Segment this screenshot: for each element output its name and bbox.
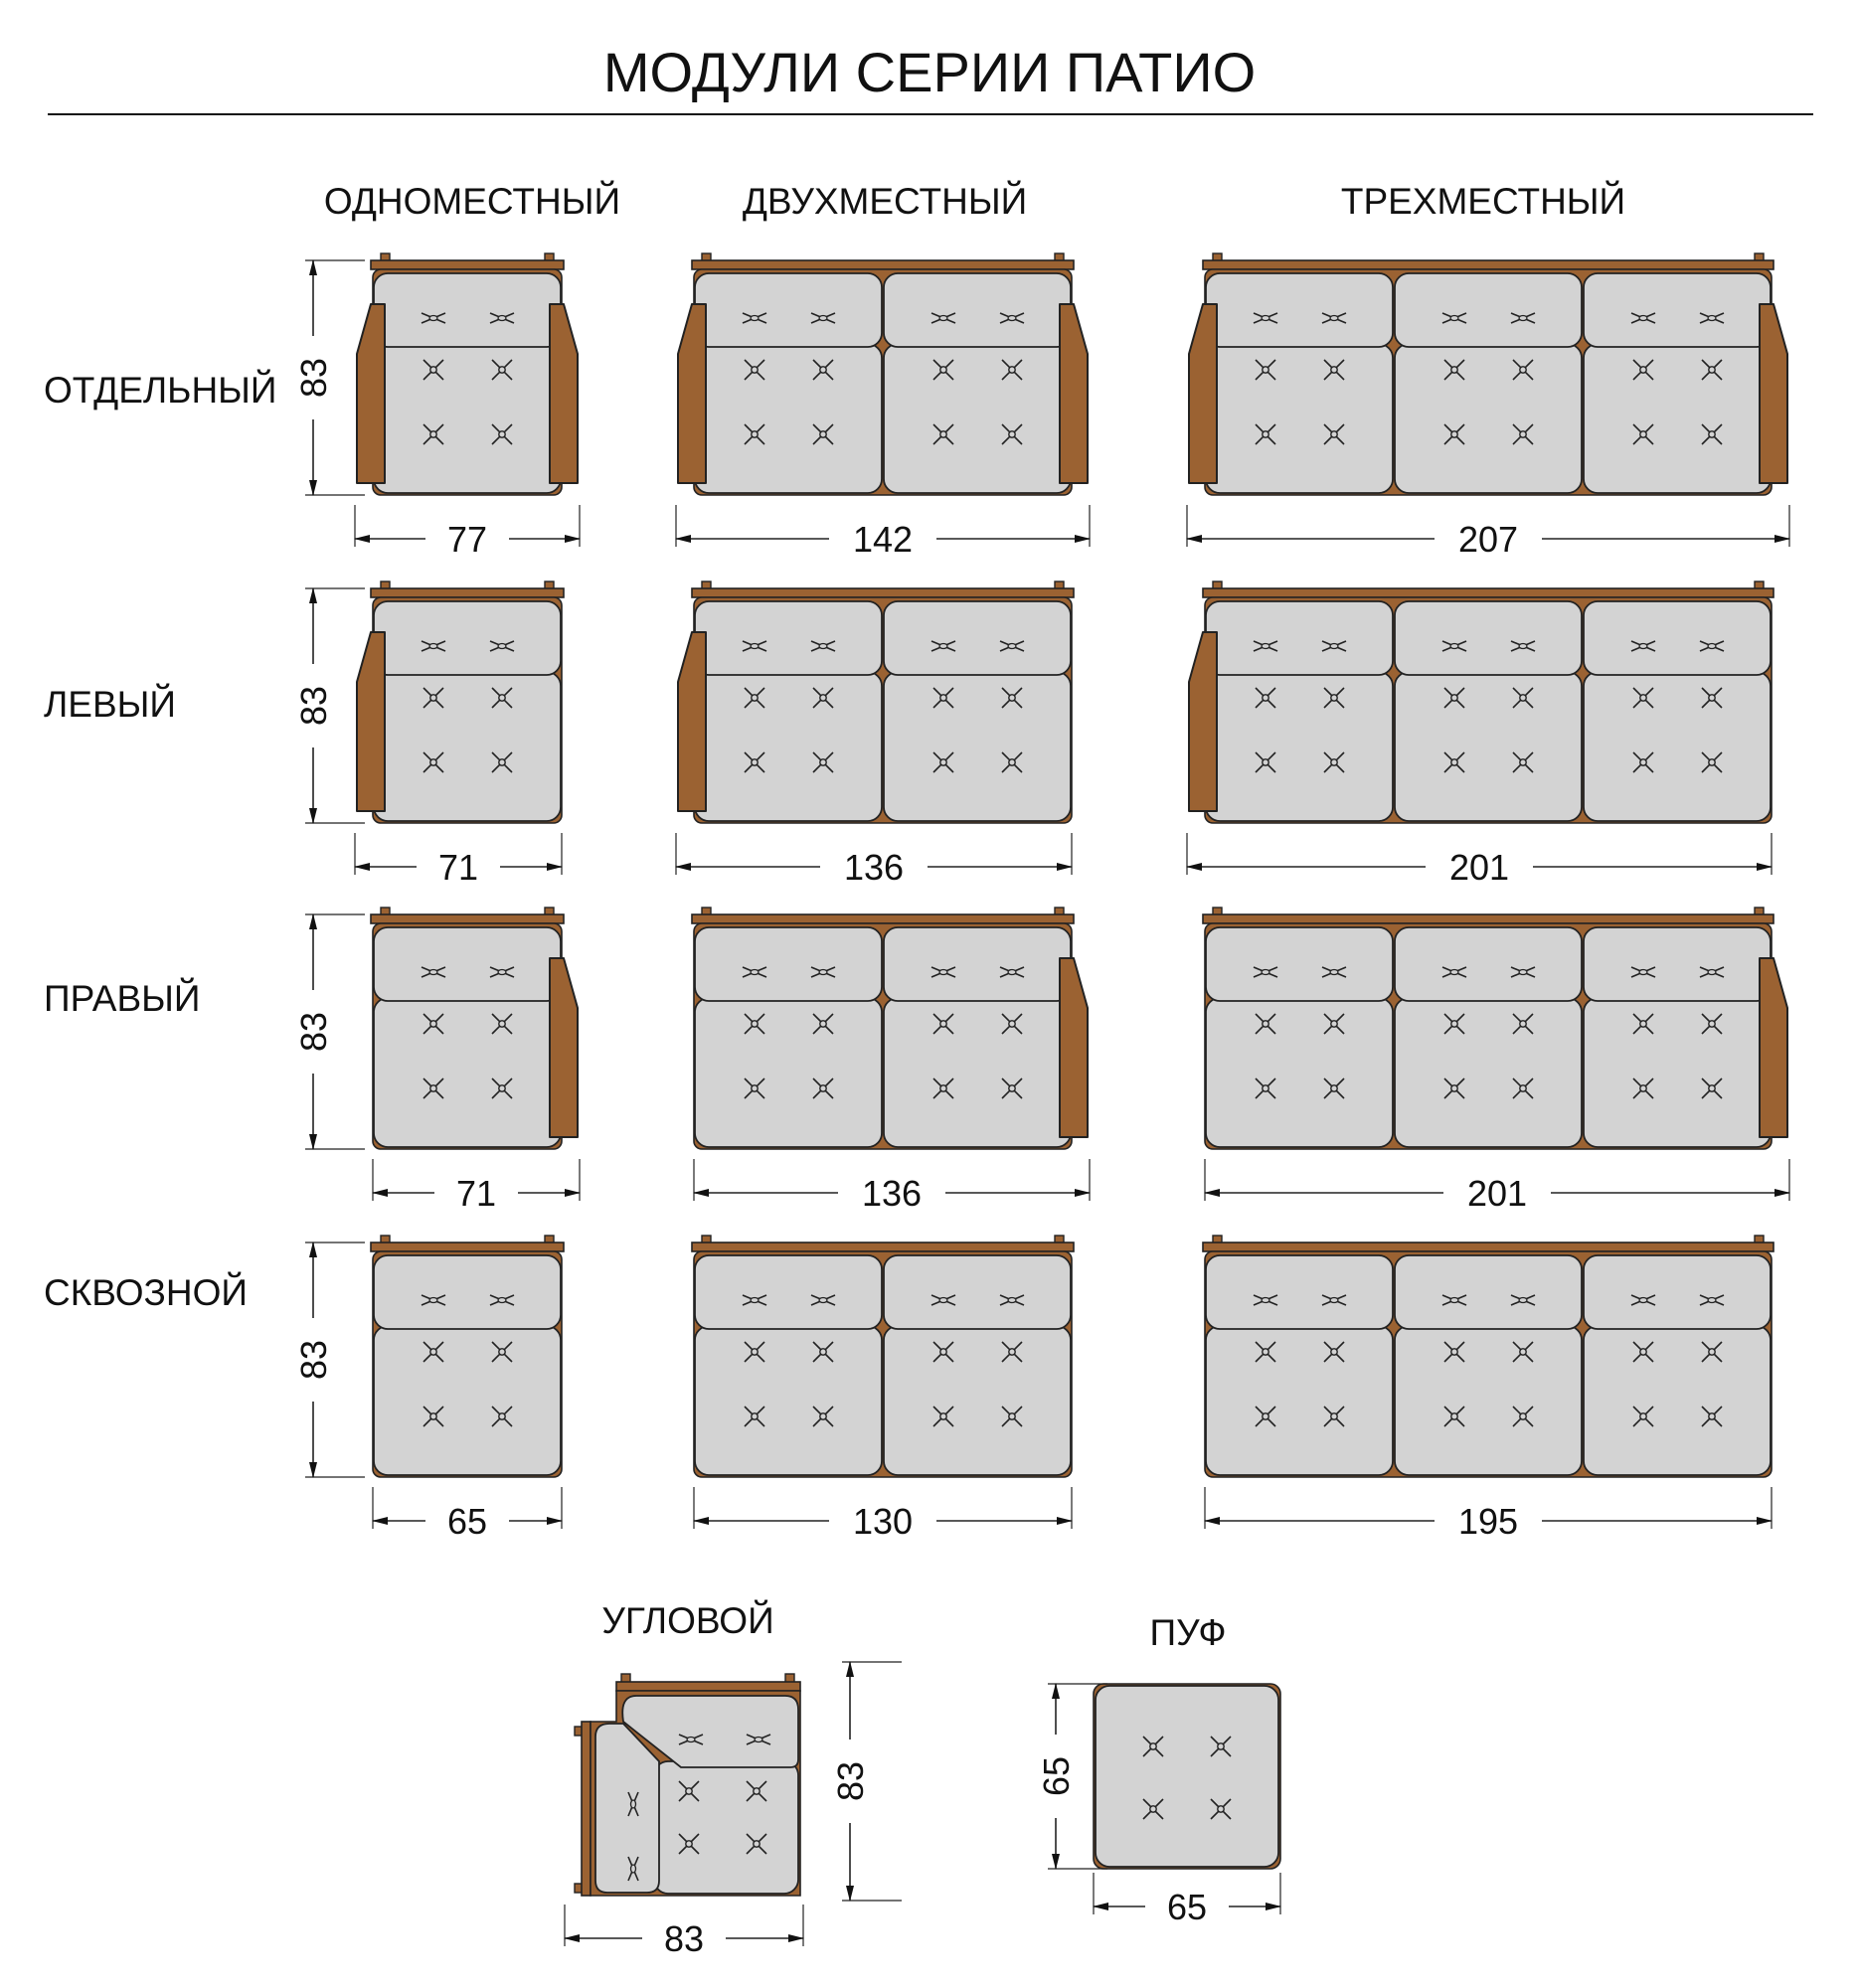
dimension-value: 65 [1166, 1887, 1208, 1927]
seat-cushion [374, 672, 561, 821]
seat-cushion [1584, 672, 1771, 821]
module-triple-right [1203, 908, 1787, 1149]
dimension-value: 136 [843, 847, 905, 888]
armrest-left [1189, 632, 1217, 811]
back-cushion [1395, 273, 1582, 347]
seat-cushion [884, 672, 1071, 821]
seat-cushion [1584, 1326, 1771, 1475]
seat-cushion [884, 344, 1071, 493]
width-dimension-single-standalone [355, 505, 580, 560]
back-frame [1203, 588, 1774, 597]
module-single-through [371, 1236, 564, 1477]
depth-dimension-through [293, 1242, 365, 1477]
seat-cushion [374, 344, 561, 493]
corner-label: УГЛОВОЙ [601, 1600, 774, 1641]
dimension-value: 83 [663, 1918, 705, 1959]
width-dimension-double-through [694, 1487, 1072, 1542]
back-cushion [1395, 1255, 1582, 1329]
back-cushion [374, 927, 561, 1001]
width-dimension-triple-standalone [1187, 505, 1789, 560]
armrest-right [550, 958, 578, 1137]
depth-dimension-right [293, 914, 365, 1149]
dimension-value: 130 [852, 1501, 914, 1542]
back-cushion [1206, 1255, 1393, 1329]
dimension-value: 65 [446, 1501, 488, 1542]
back-frame [1203, 260, 1774, 269]
back-cushion [695, 273, 882, 347]
dimension-value: 71 [455, 1173, 497, 1214]
dimension-value: 83 [830, 1760, 871, 1802]
back-frame [1203, 914, 1774, 923]
dimension-value: 207 [1457, 519, 1519, 560]
width-dimension-single-right [373, 1159, 580, 1214]
back-cushion [374, 273, 561, 347]
seat-cushion [374, 1326, 561, 1475]
module-triple-left [1189, 581, 1774, 823]
row-label-standalone: ОТДЕЛЬНЫЙ [44, 370, 277, 411]
depth-dimension-left [293, 588, 365, 823]
back-cushion [884, 273, 1071, 347]
seat-cushion [884, 1326, 1071, 1475]
seat-cushion [695, 672, 882, 821]
pouf-cushion [1096, 1686, 1278, 1867]
back-cushion [695, 1255, 882, 1329]
column-header-double: ДВУХМЕСТНЫЙ [742, 181, 1028, 222]
dimension-value: 83 [293, 357, 334, 399]
back-frame [371, 588, 564, 597]
width-dimension-single-left [355, 833, 562, 888]
armrest-left [357, 304, 385, 483]
seat-cushion [695, 344, 882, 493]
width-dimension-double-standalone [676, 505, 1090, 560]
back-cushion [1395, 601, 1582, 675]
back-cushion [1584, 273, 1771, 347]
seat-cushion [1206, 672, 1393, 821]
module-single-right [371, 908, 578, 1149]
row-label-through: СКВОЗНОЙ [44, 1272, 248, 1313]
dimension-value: 195 [1457, 1501, 1519, 1542]
armrest-right [1060, 958, 1088, 1137]
seat-cushion [1206, 344, 1393, 493]
row-label-left: ЛЕВЫЙ [44, 684, 176, 725]
seat-cushion [1206, 998, 1393, 1147]
width-dimension-double-left [676, 833, 1072, 888]
back-cushion [1206, 927, 1393, 1001]
module-single-left [357, 581, 564, 823]
back-frame [616, 1682, 800, 1691]
seat-cushion [1395, 344, 1582, 493]
back-frame [692, 1242, 1074, 1251]
seat-cushion [1584, 344, 1771, 493]
armrest-right [1760, 958, 1787, 1137]
dimension-value: 77 [446, 519, 488, 560]
back-frame [371, 260, 564, 269]
armrest-left [1189, 304, 1217, 483]
back-cushion [884, 927, 1071, 1001]
back-cushion [695, 601, 882, 675]
module-corner [575, 1674, 800, 1896]
seat-cushion [884, 998, 1071, 1147]
armrest-right [550, 304, 578, 483]
width-dimension-double-right [694, 1159, 1090, 1214]
seat-cushion [695, 1326, 882, 1475]
depth-dimension-corner [830, 1662, 902, 1901]
depth-dimension-standalone [293, 260, 365, 495]
module-double-left [678, 581, 1074, 823]
seat-cushion [1395, 1326, 1582, 1475]
side-frame [582, 1722, 591, 1896]
module-double-standalone [678, 253, 1088, 495]
back-cushion [884, 1255, 1071, 1329]
back-frame [1203, 1242, 1774, 1251]
armrest-left [357, 632, 385, 811]
dimension-value: 83 [293, 685, 334, 727]
back-frame [692, 914, 1074, 923]
page-title: МОДУЛИ СЕРИИ ПАТИО [602, 41, 1257, 103]
back-cushion [1584, 927, 1771, 1001]
back-cushion [1206, 601, 1393, 675]
back-cushion [374, 1255, 561, 1329]
seat-cushion [374, 998, 561, 1147]
width-dimension-pouf [1094, 1873, 1280, 1927]
armrest-right [1060, 304, 1088, 483]
back-cushion [374, 601, 561, 675]
back-frame [692, 588, 1074, 597]
back-cushion [1395, 927, 1582, 1001]
dimension-value: 201 [1448, 847, 1510, 888]
back-cushion [884, 601, 1071, 675]
module-double-through [692, 1236, 1074, 1477]
width-dimension-corner [565, 1905, 803, 1959]
seat-cushion [654, 1761, 798, 1894]
module-triple-through [1203, 1236, 1774, 1477]
width-dimension-triple-left [1187, 833, 1772, 888]
seat-cushion [1395, 672, 1582, 821]
module-single-standalone [357, 253, 578, 495]
module-double-right [692, 908, 1088, 1149]
seat-cushion [1206, 1326, 1393, 1475]
armrest-right [1760, 304, 1787, 483]
armrest-left [678, 632, 706, 811]
back-cushion [1584, 601, 1771, 675]
column-header-single: ОДНОМЕСТНЫЙ [323, 181, 621, 222]
row-label-right: ПРАВЫЙ [44, 978, 201, 1019]
back-frame [371, 914, 564, 923]
width-dimension-triple-right [1205, 1159, 1789, 1214]
dimension-value: 136 [861, 1173, 923, 1214]
module-triple-standalone [1189, 253, 1787, 495]
column-header-triple: ТРЕХМЕСТНЫЙ [1340, 181, 1626, 222]
seat-cushion [1395, 998, 1582, 1147]
back-cushion [1206, 273, 1393, 347]
dimension-value: 65 [1036, 1755, 1077, 1797]
width-dimension-single-through [373, 1487, 562, 1542]
back-cushion [695, 927, 882, 1001]
dimension-value: 142 [852, 519, 914, 560]
dimension-value: 83 [293, 1011, 334, 1053]
seat-cushion [1584, 998, 1771, 1147]
module-pouf [1094, 1684, 1280, 1869]
seat-cushion [695, 998, 882, 1147]
pouf-label: ПУФ [1149, 1612, 1227, 1653]
back-cushion [1584, 1255, 1771, 1329]
armrest-left [678, 304, 706, 483]
back-frame [692, 260, 1074, 269]
back-frame [371, 1242, 564, 1251]
dimension-value: 71 [437, 847, 479, 888]
dimension-value: 83 [293, 1339, 334, 1381]
width-dimension-triple-through [1205, 1487, 1772, 1542]
dimension-value: 201 [1466, 1173, 1528, 1214]
